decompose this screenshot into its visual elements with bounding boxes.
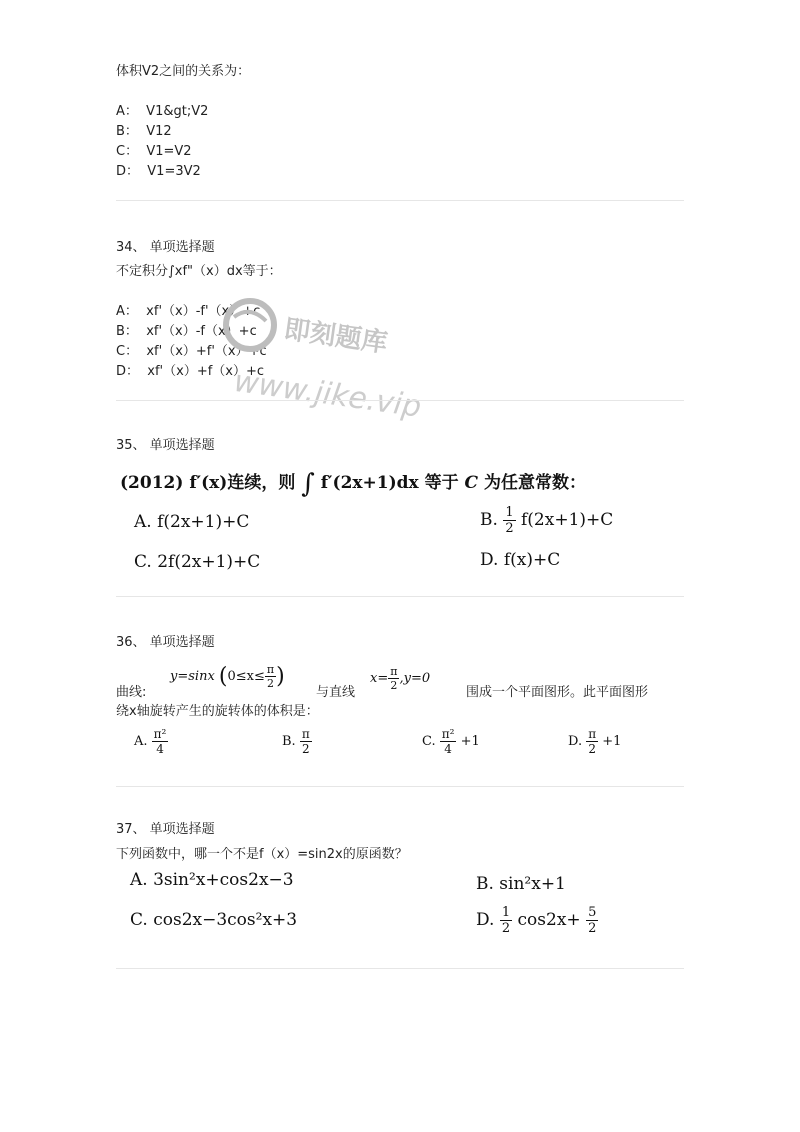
integral-sign: ∫ [301,469,315,499]
divider [116,968,684,969]
q36-tail-text: 围成一个平面图形。此平面图形 [466,685,649,700]
q34-stem: 不定积分∫xf"（x）dx等于： [116,264,282,279]
q37-option-b: B. sin²x+1 [476,874,566,894]
fraction: $\frac{\pi}{2}$ [588,727,597,756]
q33-option-b: B： V12 [116,124,172,139]
divider [116,786,684,787]
q35-option-b: B. $\frac{1}{2}$ f(2x+1)+C [480,505,614,536]
q36-option-b: B. $\frac{\pi}{2}$ [282,727,310,756]
q36-header: 36、 单项选择题 [116,635,215,650]
divider [116,596,684,597]
q36-option-c: C. $\frac{\text{π²}}{4}$ +1 [422,727,480,756]
q36-curve-formula: y=sinx (0≤x≤ $\frac{\pi}{2}$ ) [170,663,285,690]
q37-option-a: A. 3sin²x+cos2x−3 [130,870,294,890]
q34-option-d: D： xf'（x）+f（x）+c [116,364,265,379]
q35-stem-image: (2012) f′(x)连续，则 ∫ f′(2x+1)dx 等于 C 为任意常数： [120,469,586,499]
q33-option-c: C： V1=V2 [116,144,192,159]
watermark-text-url: www.jike.vip [231,363,424,425]
q36-line-formula: x= $\frac{\pi}{2}$ ,y=0 [370,665,431,692]
q33-stem: 体积V2之间的关系为： [116,64,251,79]
fraction: $\frac{1}{2}$ [505,505,514,536]
q36-stem2: 绕x轴旋转产生的旋转体的体积是： [116,704,319,719]
fraction: $\frac{\text{π²}}{4}$ [153,727,167,756]
q34-header: 34、 单项选择题 [116,240,215,255]
q37-option-c: C. cos2x−3cos²x+3 [130,910,298,930]
q35-option-a: A. f(2x+1)+C [134,512,250,532]
q33-option-a: A： V1&gt;V2 [116,104,209,119]
q37-stem: 下列函数中，哪一个不是f（x）=sin2x的原函数？ [116,847,408,862]
divider [116,400,684,401]
q35-option-c: C. 2f(2x+1)+C [134,552,261,572]
q34-option-a: A： xf'（x）-f'（x）+c [116,304,261,319]
watermark-text-cn: 即刻题库 [282,314,390,359]
q37-option-d: D. $\frac{1}{2}$ cos2x+ $\frac{5}{2}$ [476,905,597,936]
divider [116,200,684,201]
fraction: $\frac{1}{2}$ [501,905,511,936]
fraction: $\frac{\pi}{2}$ [301,727,310,756]
q36-mid-text: 与直线 [316,685,356,700]
fraction: $\frac{\pi}{2}$ [390,665,398,692]
q36-option-a: A. $\frac{\text{π²}}{4}$ [134,727,167,756]
fraction: $\frac{5}{2}$ [588,905,597,936]
q37-header: 37、 单项选择题 [116,822,215,837]
q34-option-c: C： xf'（x）+f'（x）+c [116,344,267,359]
q35-header: 35、 单项选择题 [116,438,215,453]
q36-option-d: D. $\frac{\pi}{2}$ +1 [568,727,622,756]
q33-option-d: D： V1=3V2 [116,164,201,179]
q36-curve-label: 曲线: [116,685,147,700]
q34-option-b: B： xf'（x）-f（x）+c [116,324,257,339]
fraction: $\frac{\pi}{2}$ [266,663,275,690]
q35-option-d: D. f(x)+C [480,550,561,570]
fraction: $\frac{\text{π²}}{4}$ [441,727,455,756]
